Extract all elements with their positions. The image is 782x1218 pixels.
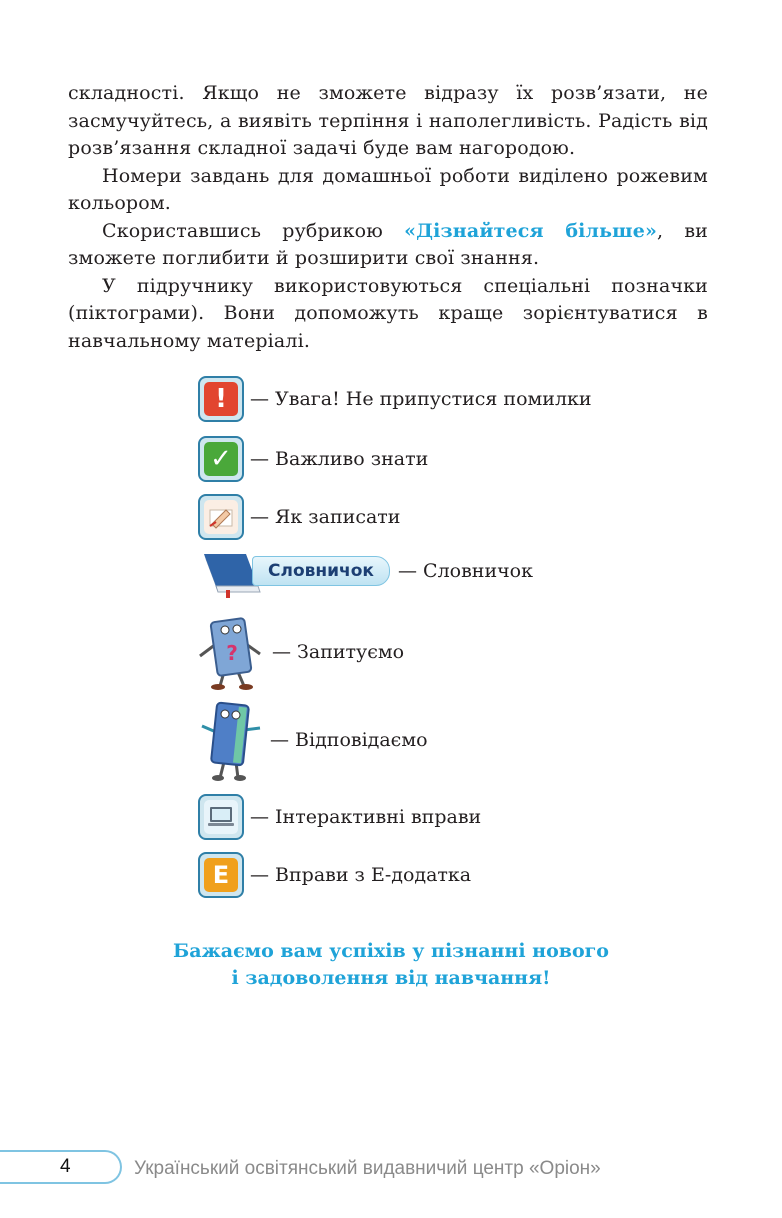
para3-before: Скориставшись рубрикою — [102, 219, 405, 242]
closing-wish-line-2: і задоволення від навчання! — [231, 967, 551, 989]
legend-how-to-write — [198, 494, 400, 540]
e-letter-icon: E — [198, 852, 244, 898]
checkmark-icon: ✓ — [198, 436, 244, 482]
legend-dictionary-label: — Словничок — [398, 560, 533, 582]
intro-paragraph-4: У підручнику використовуються спеціальні позначки (піктограми). Вони допоможуть краще зорієнтуватися в навчальному матеріалі. — [68, 274, 708, 352]
dictionary-book-icon — [198, 550, 394, 598]
dictionary-badge-label: Словничок — [252, 556, 390, 586]
legend-asking-label: — Запитуємо — [272, 641, 405, 663]
page-number: 4 — [60, 1156, 71, 1177]
legend-interactive — [198, 794, 481, 840]
svg-text:?: ? — [226, 641, 238, 665]
para3-after: , ви зможете поглибити й розширити свої знання. — [68, 219, 708, 269]
question-character-icon — [196, 614, 266, 690]
rubric-learn-more: «Дізнайтеся більше» — [404, 219, 657, 242]
intro-paragraph-1: складності. Якщо не зможете відразу їх розв’язати, не засмучуйтесь, а виявіть терпіння і наполегливість. Радість від розв’язання складної задачі буде вам нагородою. — [68, 82, 708, 159]
legend-e-exercises-label: — Вправи з Е-додатка — [250, 864, 472, 886]
legend-important — [198, 436, 428, 482]
computer-icon — [198, 794, 244, 840]
pencil-hand-icon — [198, 494, 244, 540]
legend-answering-label: — Відповідаємо — [270, 729, 428, 751]
intro-text — [68, 80, 708, 355]
legend-warning — [198, 376, 592, 422]
publisher-name: Український освітянський видавничий центр «Оріон» — [134, 1158, 601, 1179]
legend-dictionary — [198, 550, 533, 598]
legend-asking — [196, 614, 404, 690]
intro-paragraph-3 — [68, 218, 708, 273]
warning-icon: ! — [198, 376, 244, 422]
legend-answering — [198, 698, 428, 782]
closing-wish-line-1: Бажаємо вам успіхів у пізнанні нового — [173, 940, 609, 962]
legend-warning-label: — Увага! Не припустися помилки — [250, 388, 592, 410]
legend-e-exercises — [198, 852, 471, 898]
answer-character-icon — [198, 698, 264, 782]
legend-interactive-label: — Інтерактивні вправи — [250, 806, 482, 828]
closing-wish — [0, 938, 782, 992]
intro-paragraph-2: Номери завдань для домашньої роботи виділено рожевим кольором. — [68, 164, 708, 214]
legend-how-to-write-label: — Як записати — [250, 506, 401, 528]
legend-important-label: — Важливо знати — [250, 448, 429, 470]
